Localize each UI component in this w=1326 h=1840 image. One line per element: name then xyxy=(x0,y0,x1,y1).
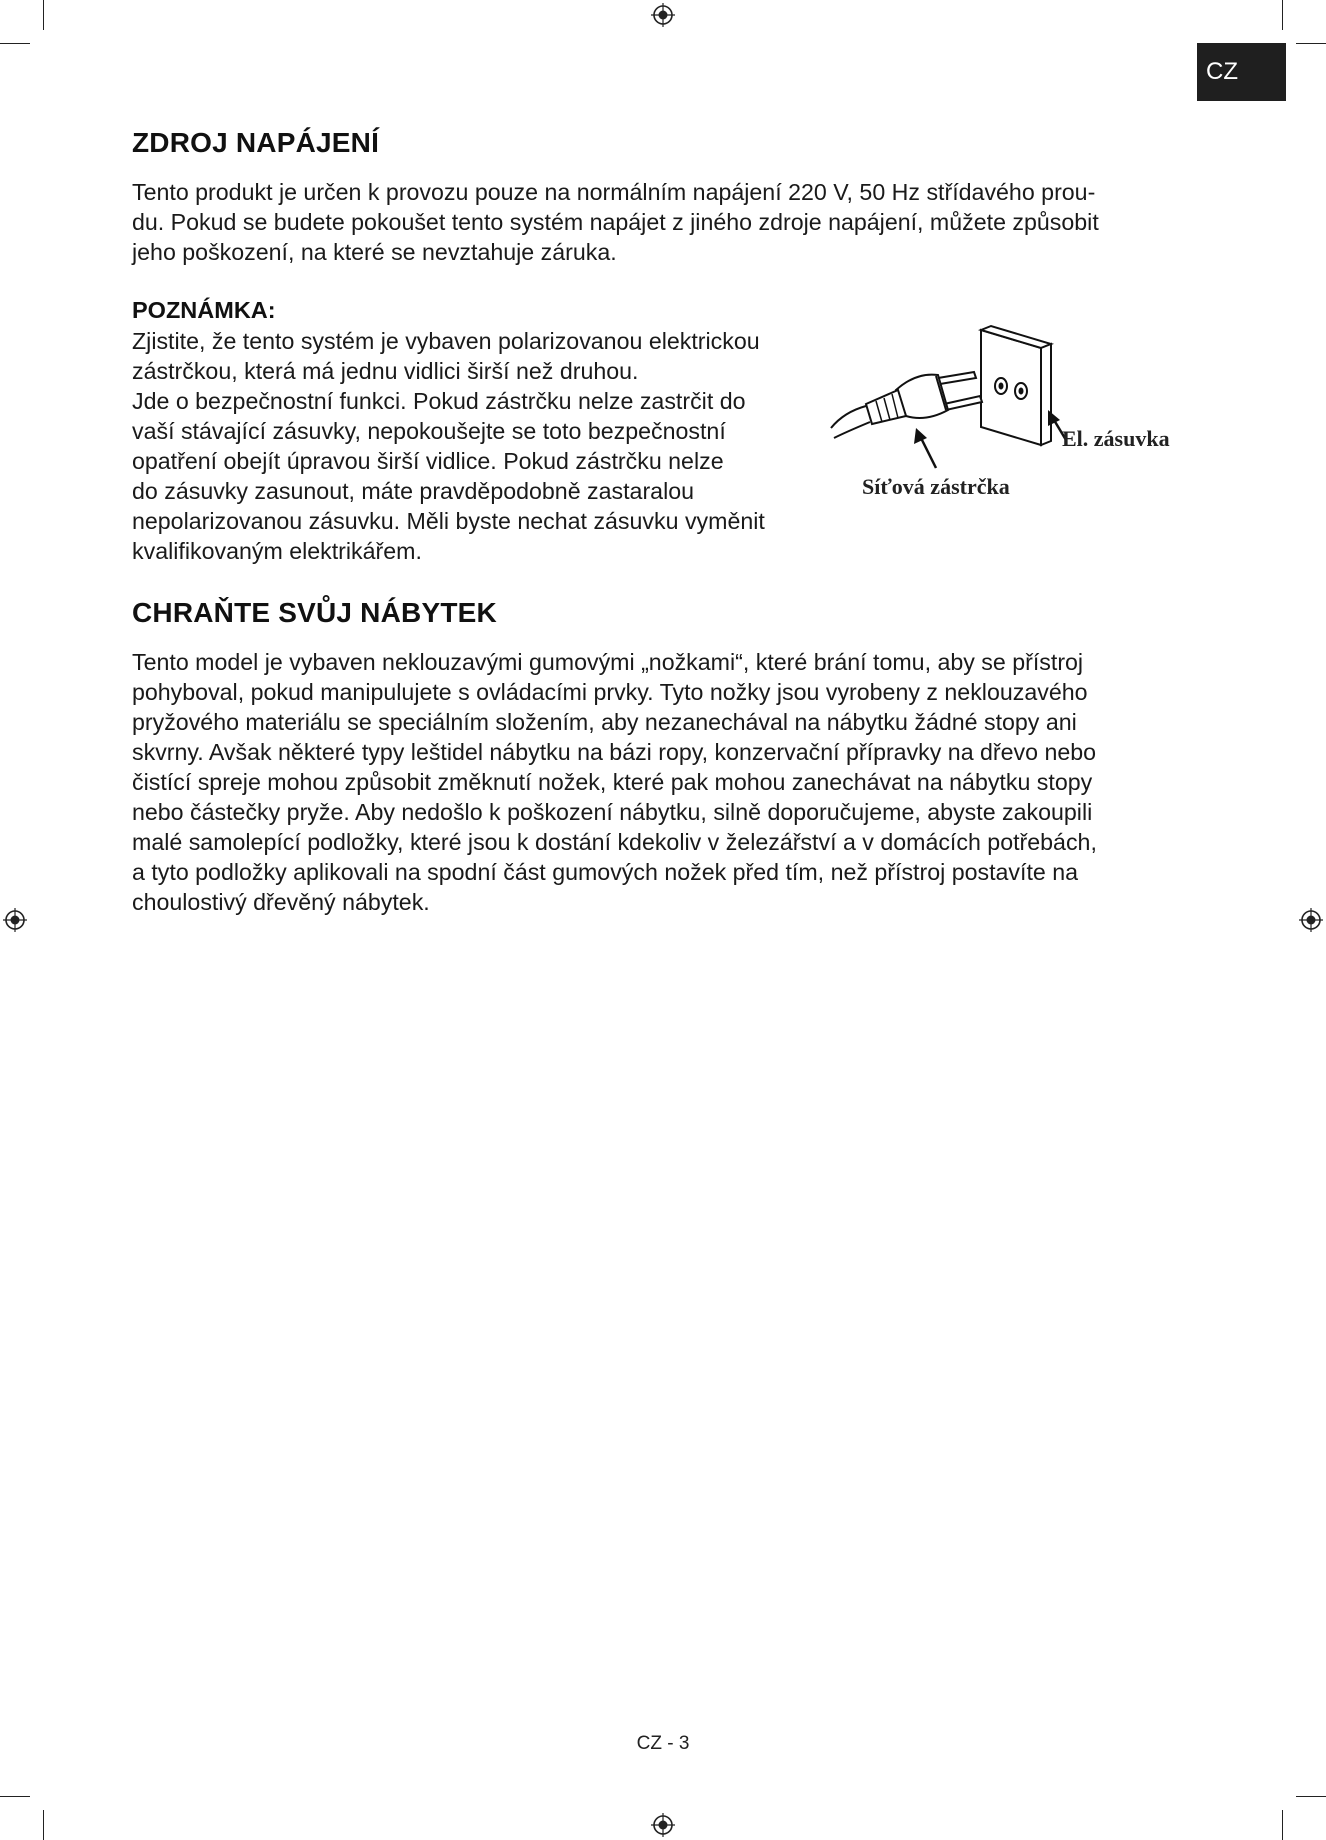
text-line: jeho poškození, na které se nevztahuje záruka. xyxy=(132,239,617,265)
registration-mark-icon xyxy=(651,1813,675,1837)
plug-socket-illustration xyxy=(826,320,1196,510)
text-line: kvalifikovaným elektrikářem. xyxy=(132,538,422,564)
section-title-furniture: CHRAŇTE SVŮJ NÁBYTEK xyxy=(132,597,497,628)
language-tab-label: CZ xyxy=(1206,58,1238,85)
text-line: a tyto podložky aplikovali na spodní část gumových nožek před tím, než přístroj postavíte na xyxy=(132,859,1079,885)
section-power-source-body xyxy=(132,177,1194,267)
registration-mark-icon xyxy=(1299,908,1323,932)
crop-mark xyxy=(1282,1810,1283,1840)
crop-mark xyxy=(0,1796,30,1797)
text-line: malé samolepící podložky, které jsou k dostání kdekoliv v železářství a v domácích potřebách, xyxy=(132,829,1097,855)
text-line: du. Pokud se budete pokoušet tento systém napájet z jiného zdroje napájení, můžete způsobit xyxy=(132,209,1099,235)
text-line: skvrny. Avšak některé typy leštidel nábytku na bázi ropy, konzervační přípravky na dřevo nebo xyxy=(132,739,1097,765)
section-furniture-body xyxy=(132,647,1194,917)
crop-mark xyxy=(43,0,44,30)
text-line: Tento produkt je určen k provozu pouze na normálním napájení 220 V, 50 Hz střídavého prou- xyxy=(132,179,1096,205)
note-body xyxy=(132,326,812,566)
text-line: Tento model je vybaven neklouzavými gumovými „nožkami“, které brání tomu, aby se přístroj xyxy=(132,649,1084,675)
text-line: Zjistite, že tento systém je vybaven polarizovanou elektrickou xyxy=(132,328,760,354)
language-tab xyxy=(1197,43,1286,101)
crop-mark xyxy=(43,1810,44,1840)
crop-mark xyxy=(0,43,30,44)
note-label: POZNÁMKA: xyxy=(132,297,276,323)
text-line: opatření obejít úpravou širší vidlice. Pokud zástrčku nelze xyxy=(132,448,724,474)
section-title-power-source: ZDROJ NAPÁJENÍ xyxy=(132,127,380,158)
crop-mark xyxy=(1296,43,1326,44)
text-line: pohyboval, pokud manipulujete s ovládacími prvky. Tyto nožky jsou vyrobeny z neklouzavého xyxy=(132,679,1088,705)
text-line: Jde o bezpečnostní funkci. Pokud zástrčku nelze zastrčit do xyxy=(132,388,746,414)
text-line: pryžového materiálu se speciálním složením, aby nezanechával na nábytku žádné stopy ani xyxy=(132,709,1077,735)
text-line: do zásuvky zasunout, máte pravděpodobně zastaralou xyxy=(132,478,695,504)
page-number: CZ - 3 xyxy=(636,1733,690,1754)
plug-label: Síťová zástrčka xyxy=(862,474,1010,499)
registration-mark-icon xyxy=(3,908,27,932)
text-line: zástrčkou, která má jednu vidlici širší než druhou. xyxy=(132,358,639,384)
crop-mark xyxy=(1296,1796,1326,1797)
text-line: nebo částečky pryže. Aby nedošlo k poškození nábytku, silně doporučujeme, abyste zakoupili xyxy=(132,799,1093,825)
text-line: čistící spreje mohou způsobit změknutí nožek, které pak mohou zanechávat na nábytku stopy xyxy=(132,769,1093,795)
text-line: nepolarizovanou zásuvku. Měli byste nechat zásuvku vyměnit xyxy=(132,508,765,534)
registration-mark-icon xyxy=(651,3,675,27)
text-line: choulostivý dřevěný nábytek. xyxy=(132,889,430,915)
socket-label: El. zásuvka xyxy=(1062,426,1170,451)
crop-mark xyxy=(1282,0,1283,30)
text-line: vaší stávající zásuvky, nepokoušejte se toto bezpečnostní xyxy=(132,418,726,444)
